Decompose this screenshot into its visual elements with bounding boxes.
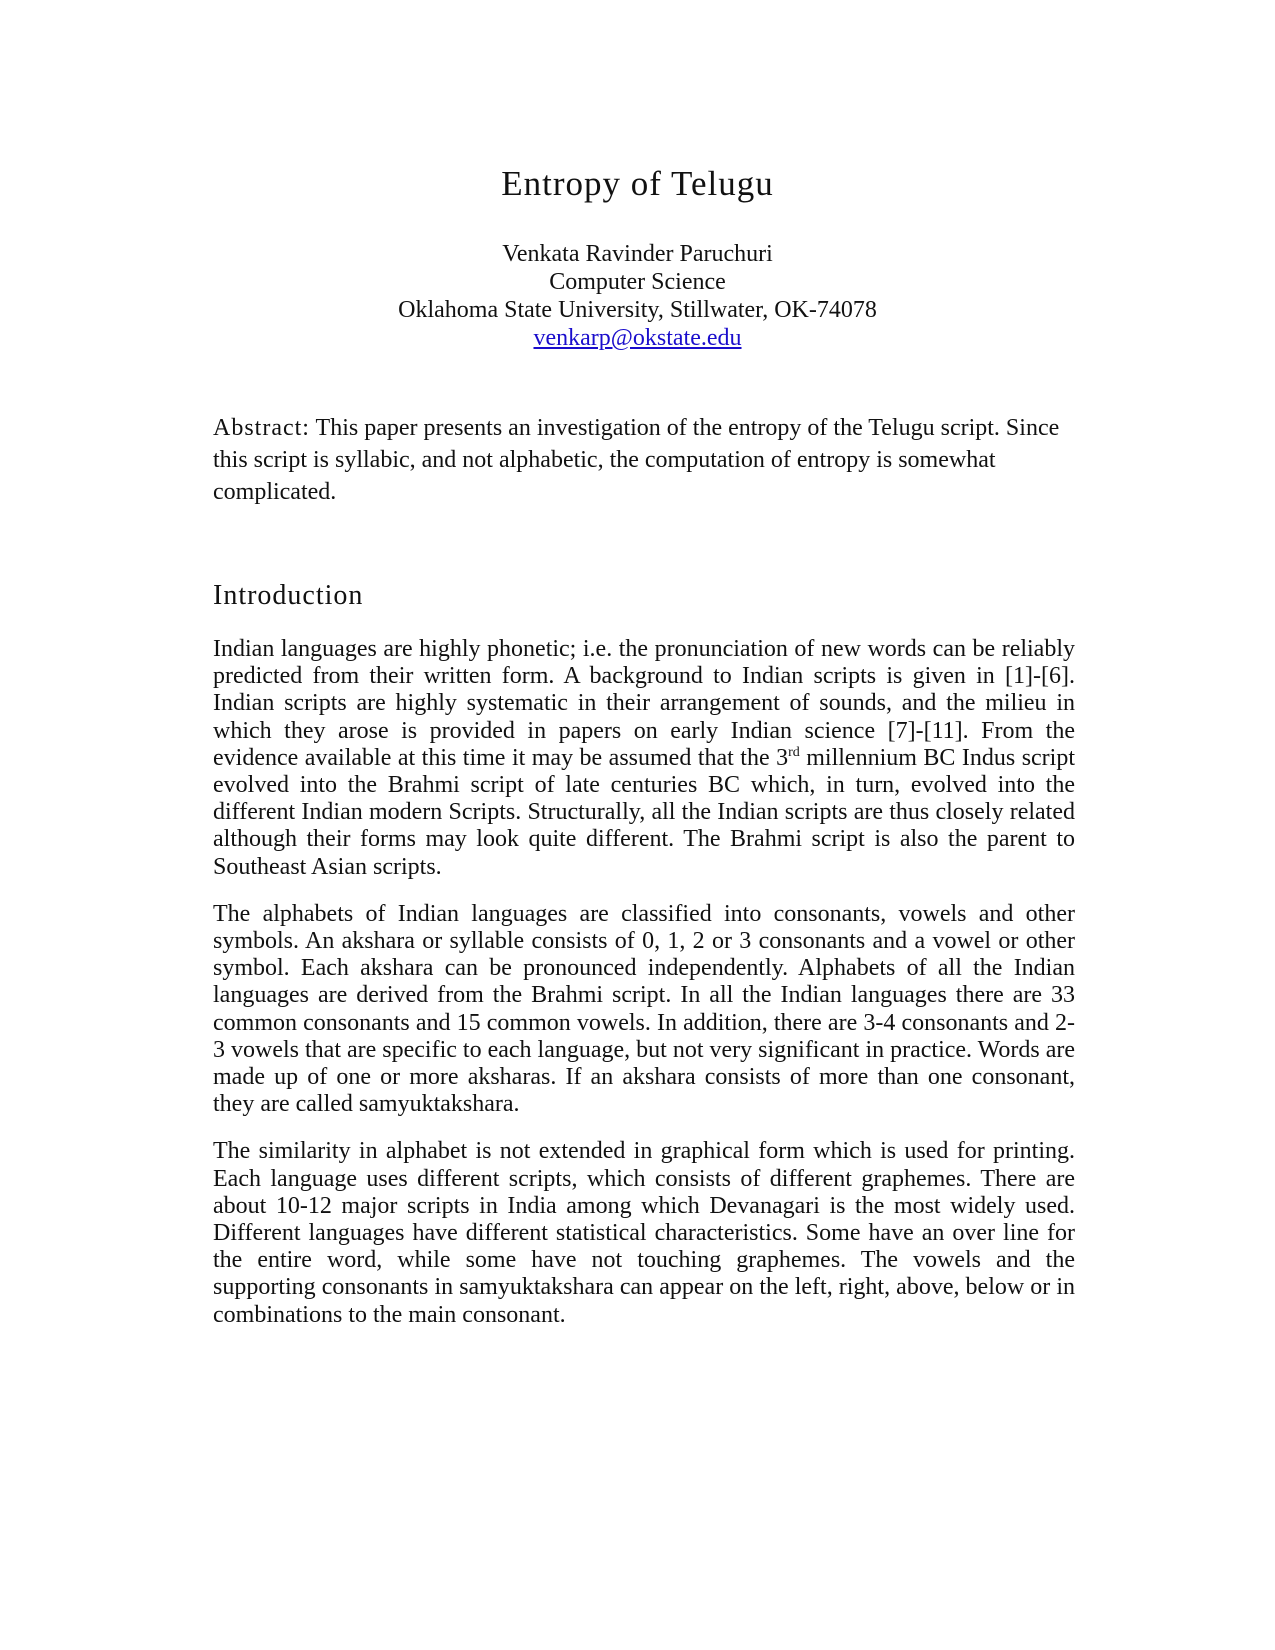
author-block: [0, 240, 1275, 352]
introduction-body: [213, 636, 1075, 1349]
author-email-link[interactable]: venkarp@okstate.edu: [533, 325, 742, 351]
paragraph-2: The alphabets of Indian languages are classified into consonants, vowels and other symbols. An akshara or syllable consists of 0, 1, 2 or 3 consonants and a vowel or other symbol. Each akshara can be pronounced independently. Alphabets of all the Indian languages are derived from the Brahmi script. In all the Indian languages there are 33 common consonants and 15 common vowels. In addition, there are 3-4 consonants and 2-3 vowels that are specific to each language, but not very significant in practice. Words are made up of one or more aksharas. If an akshara consists of more than one consonant, they are called samyuktakshara.: [213, 900, 1075, 1118]
abstract: [213, 412, 1075, 508]
section-heading-introduction: Introduction: [213, 580, 364, 611]
paper-title: Entropy of Telugu: [501, 164, 774, 203]
author-department: Computer Science: [549, 269, 726, 295]
paragraph-3: The similarity in alphabet is not extended in graphical form which is used for printing. Each language uses different scripts, which consists of different graphemes. There are about 10-12 major scripts in India among which Devanagari is the most widely used. Different languages have different statistical characteristics. Some have an over line for the entire word, while some have not touching graphemes. The vowels and the supporting consonants in samyuktakshara can appear on the left, right, above, below or in combinations to the main consonant.: [213, 1138, 1075, 1328]
superscript-rd: rd: [788, 744, 800, 760]
abstract-text: This paper presents an investigation of the entropy of the Telugu script. Since this script is syllabic, and not alphabetic, the computation of entropy is somewhat complicated.: [213, 415, 1060, 505]
author-affiliation: Oklahoma State University, Stillwater, OK-74078: [398, 297, 877, 323]
paragraph-1: [213, 636, 1075, 881]
paragraph-1-part-a: Indian languages are highly phonetic; i.e. the pronunciation of new words can be reliably predicted from their written form. A background to Indian scripts is given in [1]-[6]. Indian scripts are highly systematic in their arrangement of sounds, and the milieu in which they arose is provided in papers on early Indian science [7]-[11]. From the evidence available at this time it may be assumed that the 3: [213, 636, 1075, 771]
abstract-label: Abstract:: [213, 415, 310, 441]
author-name: Venkata Ravinder Paruchuri: [502, 241, 773, 267]
paragraph-1-part-b: millennium BC Indus script evolved into the Brahmi script of late centuries BC which, in turn, evolved into the different Indian modern Scripts. Structurally, all the Indian scripts are thus closely related although their forms may look quite different. The Brahmi script is also the parent to Southeast Asian scripts.: [213, 744, 1076, 880]
